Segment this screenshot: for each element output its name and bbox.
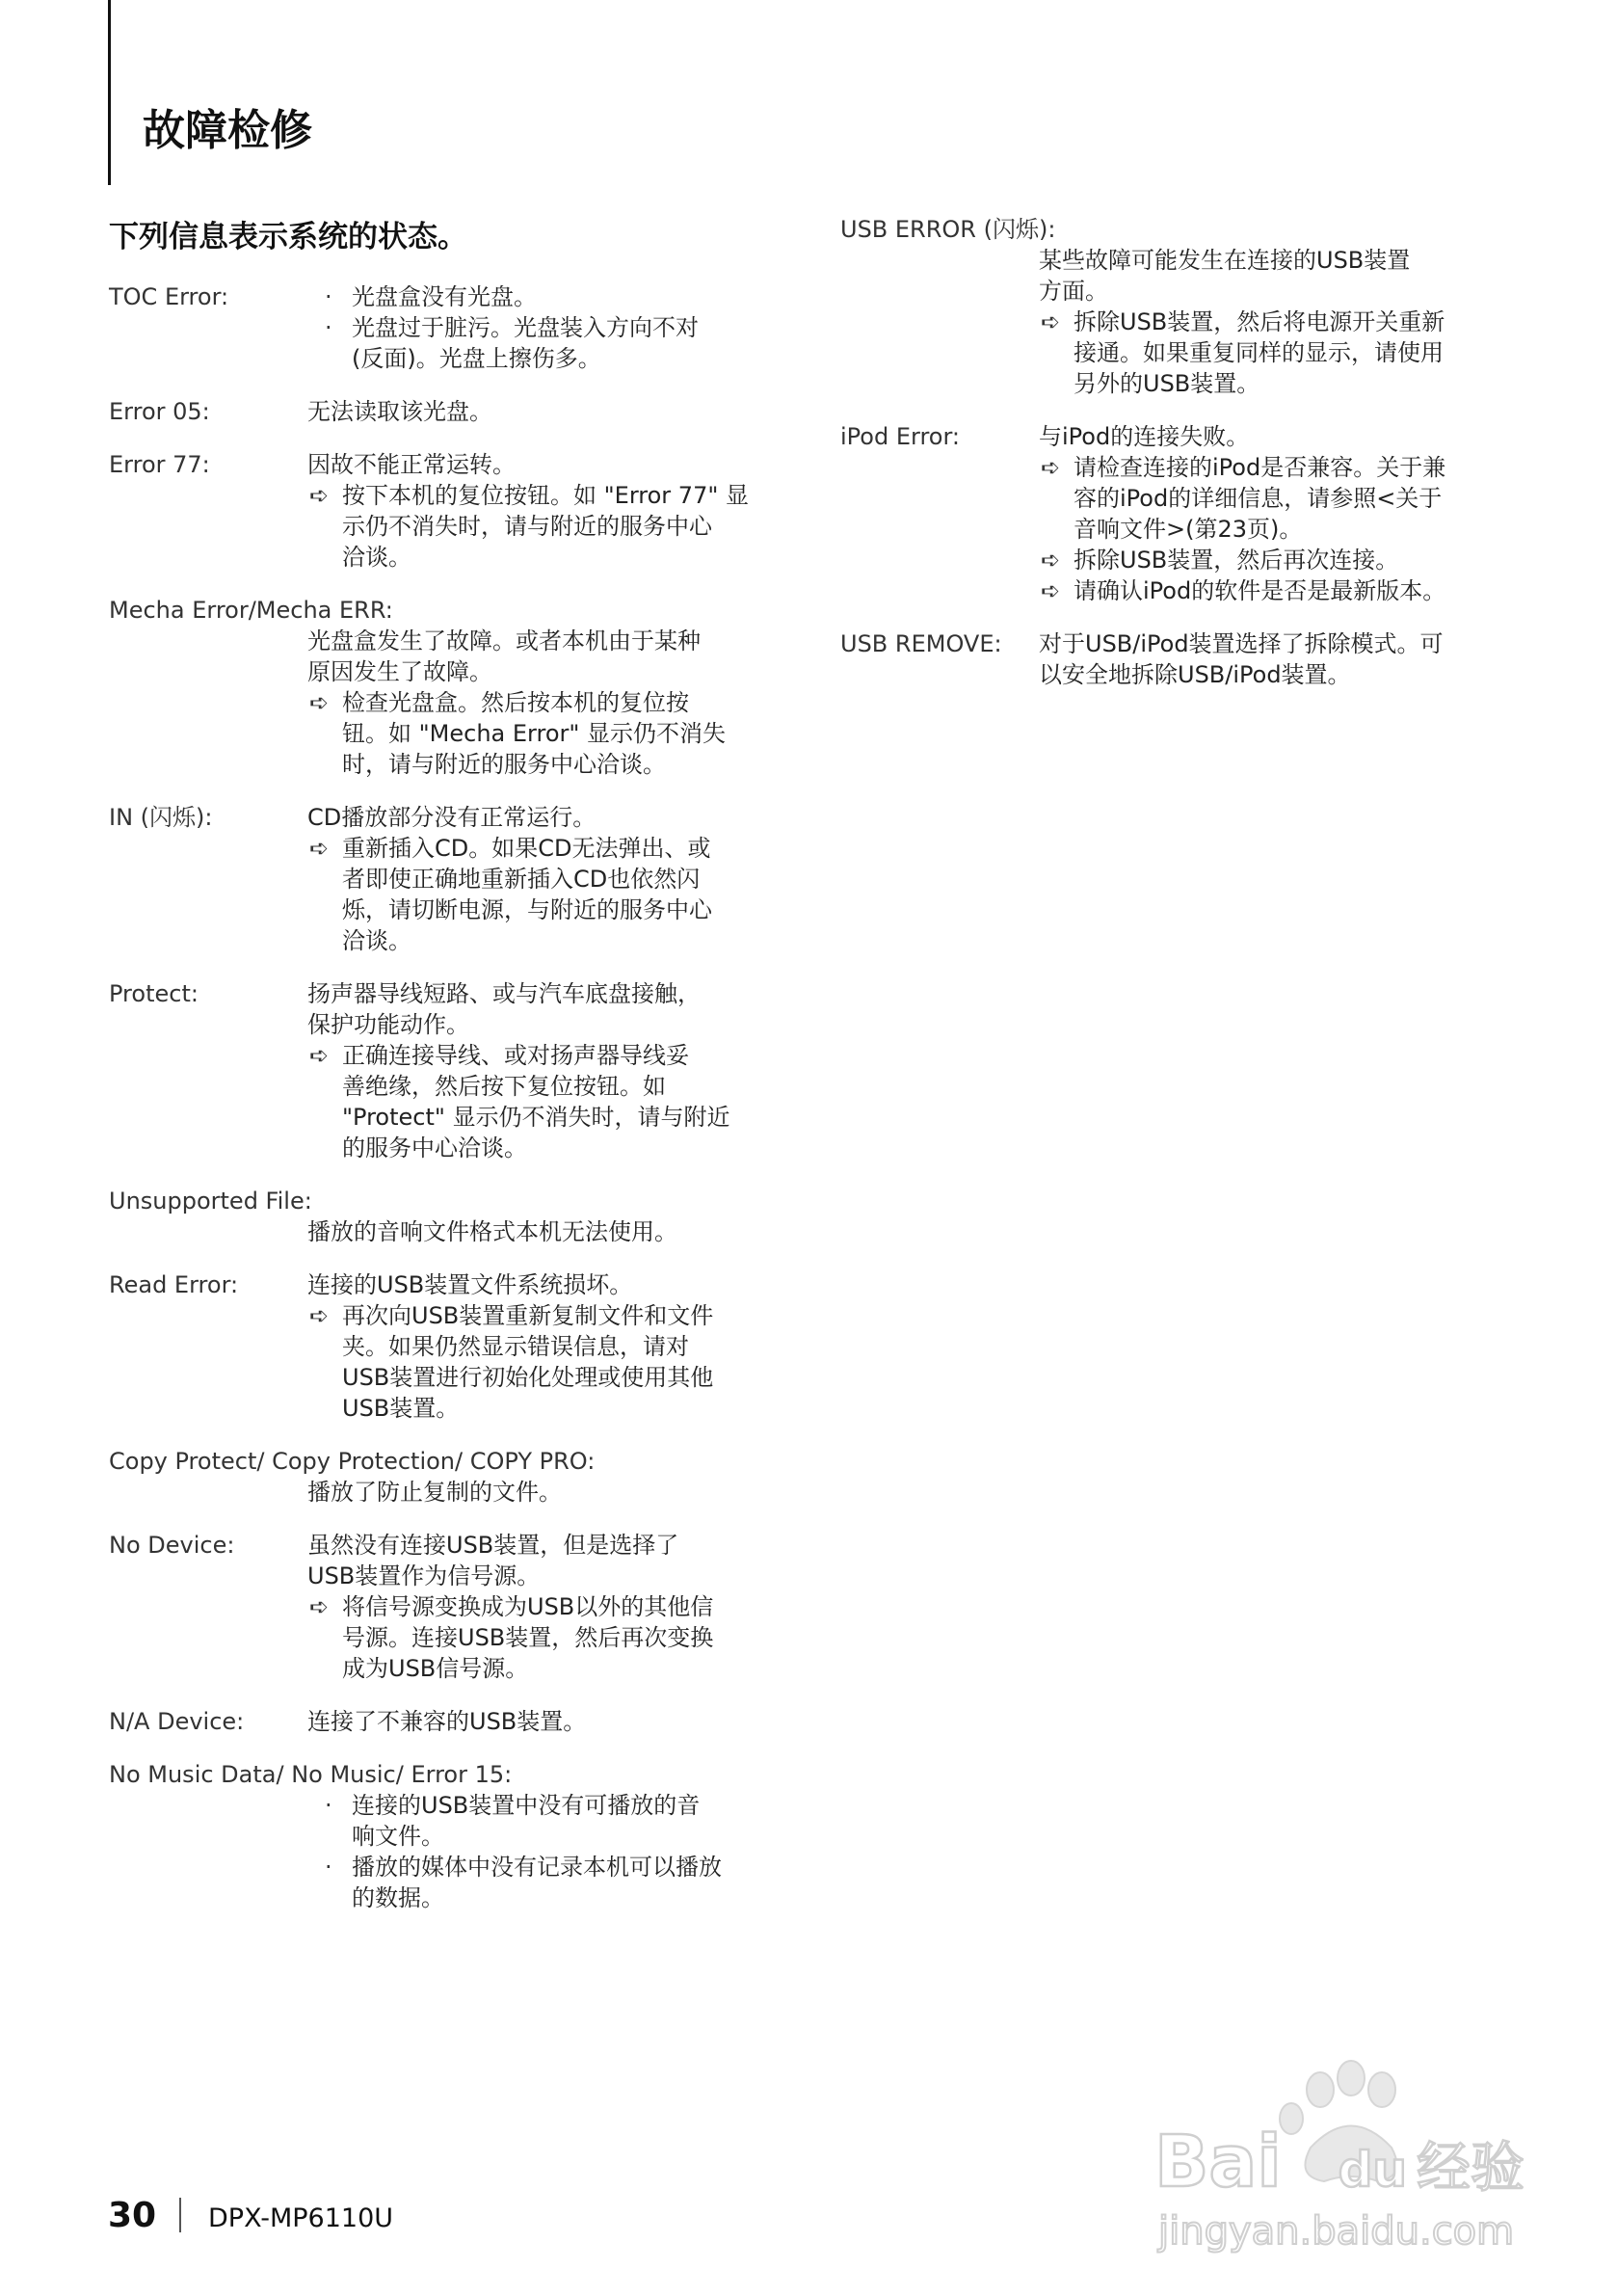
bullet-mark: · (325, 314, 332, 341)
action-line: 将信号源变换成为USB以外的其他信 (342, 1593, 714, 1620)
action-line: USB装置。 (342, 1395, 460, 1422)
message-label: No Music Data/ No Music/ Error 15: (109, 1761, 513, 1788)
message-entry (109, 1759, 803, 1913)
page-title: 故障检修 (143, 106, 312, 155)
action-line: 检查光盘盒。然后按本机的复位按 (342, 689, 689, 716)
message-label: Unsupported File: (109, 1188, 312, 1215)
page-number: 30 (108, 2196, 157, 2235)
description-line: 因故不能正常运转。 (307, 451, 516, 478)
action-item (307, 1040, 803, 1163)
watermark-url: jingyan.baidu.com (1158, 2209, 1515, 2254)
action-line: 接通。如果重复同样的显示，请使用 (1074, 339, 1444, 366)
action-item (307, 1300, 803, 1424)
message-description (307, 281, 803, 374)
message-label: Error 05: (109, 398, 210, 425)
bullet-mark: · (325, 283, 332, 310)
message-entry (109, 1269, 803, 1424)
action-item (1039, 575, 1534, 606)
action-line: USB装置进行初始化处理或使用其他 (342, 1364, 714, 1391)
action-item (1039, 307, 1534, 399)
action-line: 善绝缘，然后按下复位按钮。如 (342, 1073, 666, 1100)
model-name: DPX-MP6110U (208, 2203, 394, 2233)
action-line: 拆除USB装置，然后再次连接。 (1074, 547, 1399, 574)
right-column (840, 214, 1534, 712)
action-line: 音响文件>(第23页)。 (1074, 516, 1303, 543)
message-label: Mecha Error/Mecha ERR: (109, 597, 393, 624)
description-line: 方面。 (1039, 278, 1108, 305)
message-label: TOC Error: (109, 283, 229, 310)
description-line: 连接的USB装置文件系统损坏。 (307, 1271, 633, 1298)
bullet-line: 连接的USB装置中没有可播放的音 (352, 1792, 701, 1819)
bullet-line: 光盘过于脏污。光盘装入方向不对 (352, 314, 699, 341)
message-description (307, 449, 803, 573)
message-entry (109, 595, 803, 780)
right-entry-list (840, 214, 1534, 690)
watermark-brand-cn: 经验 (1417, 2137, 1524, 2200)
message-entry (109, 1706, 803, 1737)
bullet-line: 响文件。 (352, 1823, 444, 1850)
action-item (1039, 545, 1534, 575)
message-description (307, 1477, 803, 1508)
message-description (1039, 421, 1534, 606)
bullet-mark: · (325, 1792, 332, 1819)
description-line: 保护功能动作。 (307, 1011, 469, 1038)
arrow-right-outline-icon: ➪ (309, 1302, 330, 1329)
arrow-right-outline-icon: ➪ (1041, 454, 1061, 481)
message-label: IN (闪烁): (109, 804, 213, 831)
footer-divider (179, 2198, 181, 2232)
message-label: No Device: (109, 1532, 235, 1559)
message-entry (109, 978, 803, 1163)
description-line: 虽然没有连接USB装置，但是选择了 (307, 1532, 679, 1559)
description-line: 以安全地拆除USB/iPod装置。 (1039, 661, 1351, 688)
action-line: 洽谈。 (342, 544, 411, 571)
message-description (307, 978, 803, 1163)
message-label: USB REMOVE: (840, 630, 1002, 657)
action-line: 夹。如果仍然显示错误信息，请对 (342, 1333, 689, 1360)
action-line: 请检查连接的iPod是否兼容。关于兼 (1074, 454, 1446, 481)
description-line: 扬声器导线短路、或与汽车底盘接触， (307, 980, 701, 1007)
message-description (307, 1530, 803, 1684)
message-label: Copy Protect/ Copy Protection/ COPY PRO: (109, 1448, 596, 1475)
baidu-jingyan-watermark (1147, 2051, 1551, 2263)
action-line: 洽谈。 (342, 927, 411, 954)
arrow-right-outline-icon: ➪ (309, 689, 330, 716)
action-item (307, 1591, 803, 1684)
message-entry (109, 396, 803, 427)
action-item (1039, 452, 1534, 545)
action-line: 再次向USB装置重新复制文件和文件 (342, 1302, 714, 1329)
action-item (307, 480, 803, 573)
bullet-item (317, 281, 803, 312)
message-entry (840, 628, 1534, 690)
action-line: 钮。如 "Mecha Error" 显示仍不消失 (342, 720, 727, 747)
message-entry (109, 1530, 803, 1684)
action-line: 成为USB信号源。 (342, 1655, 529, 1682)
message-description (307, 626, 803, 780)
left-column (109, 214, 803, 1936)
action-line: 烁，请切断电源，与附近的服务中心 (342, 896, 712, 923)
arrow-right-outline-icon: ➪ (309, 482, 330, 509)
arrow-right-outline-icon: ➪ (1041, 547, 1061, 574)
arrow-right-outline-icon: ➪ (309, 1042, 330, 1069)
description-line: USB装置作为信号源。 (307, 1562, 541, 1589)
message-entry (109, 1186, 803, 1247)
action-line: 容的iPod的详细信息，请参照<关于 (1074, 485, 1443, 512)
action-line: 请确认iPod的软件是否是最新版本。 (1074, 577, 1446, 604)
bullet-item (317, 1852, 803, 1913)
message-label: Error 77: (109, 451, 210, 478)
message-entry (109, 1446, 803, 1508)
message-entry (840, 214, 1534, 399)
action-line: 时，请与附近的服务中心洽谈。 (342, 751, 666, 778)
bullet-line: 光盘盒没有光盘。 (352, 283, 537, 310)
watermark-brand: Bai (1154, 2121, 1282, 2203)
message-entry (109, 281, 803, 374)
message-entry (109, 449, 803, 573)
bullet-line: 的数据。 (352, 1884, 444, 1911)
left-entry-list (109, 281, 803, 1913)
action-line: "Protect" 显示仍不消失时，请与附近 (342, 1104, 730, 1131)
message-label: Protect: (109, 980, 199, 1007)
intro-heading: 下列信息表示系统的状态。 (109, 220, 467, 254)
message-description (307, 396, 803, 427)
message-label: N/A Device: (109, 1708, 245, 1735)
message-entry (109, 802, 803, 956)
message-description (307, 1790, 803, 1913)
action-line: 的服务中心洽谈。 (342, 1135, 527, 1161)
description-line: 连接了不兼容的USB装置。 (307, 1708, 587, 1735)
description-line: 某些故障可能发生在连接的USB装置 (1039, 247, 1411, 274)
description-line: 播放了防止复制的文件。 (307, 1479, 562, 1506)
message-description (307, 802, 803, 956)
description-line: 播放的音响文件格式本机无法使用。 (307, 1218, 677, 1245)
description-line: 光盘盒发生了故障。或者本机由于某种 (307, 627, 701, 654)
bullet-list (317, 281, 803, 374)
bullet-item (317, 1790, 803, 1852)
bullet-item (317, 312, 803, 374)
message-description (307, 1216, 803, 1247)
message-description (307, 1269, 803, 1424)
action-line: 正确连接导线、或对扬声器导线妥 (342, 1042, 689, 1069)
arrow-right-outline-icon: ➪ (1041, 308, 1061, 335)
description-line: 对于USB/iPod装置选择了拆除模式。可 (1039, 630, 1444, 657)
bullet-line: (反面)。光盘上擦伤多。 (352, 345, 601, 372)
arrow-right-outline-icon: ➪ (309, 1593, 330, 1620)
watermark-brand-tail: du (1338, 2142, 1407, 2198)
description-line: 无法读取该光盘。 (307, 398, 492, 425)
action-item (307, 833, 803, 956)
action-line: 示仍不消失时，请与附近的服务中心 (342, 513, 712, 540)
message-description (307, 1706, 803, 1737)
action-line: 者即使正确地重新插入CD也依然闪 (342, 866, 701, 893)
arrow-right-outline-icon: ➪ (309, 835, 330, 862)
action-item (307, 687, 803, 780)
message-description (1039, 628, 1534, 690)
message-label: USB ERROR (闪烁): (840, 216, 1056, 243)
action-line: 另外的USB装置。 (1074, 370, 1260, 397)
bullet-line: 播放的媒体中没有记录本机可以播放 (352, 1854, 722, 1881)
message-label: Read Error: (109, 1271, 239, 1298)
message-label: iPod Error: (840, 423, 960, 450)
bullet-list (317, 1790, 803, 1913)
description-line: 原因发生了故障。 (307, 658, 492, 685)
message-entry (840, 421, 1534, 606)
description-line: CD播放部分没有正常运行。 (307, 804, 596, 831)
action-line: 拆除USB装置，然后将电源开关重新 (1074, 308, 1445, 335)
bullet-mark: · (325, 1854, 332, 1881)
action-line: 重新插入CD。如果CD无法弹出、或 (342, 835, 711, 862)
arrow-right-outline-icon: ➪ (1041, 577, 1061, 604)
action-line: 按下本机的复位按钮。如 "Error 77" 显 (342, 482, 750, 509)
action-line: 号源。连接USB装置，然后再次变换 (342, 1624, 714, 1651)
description-line: 与iPod的连接失败。 (1039, 423, 1250, 450)
section-side-bar (108, 0, 111, 185)
message-description (1039, 245, 1534, 399)
